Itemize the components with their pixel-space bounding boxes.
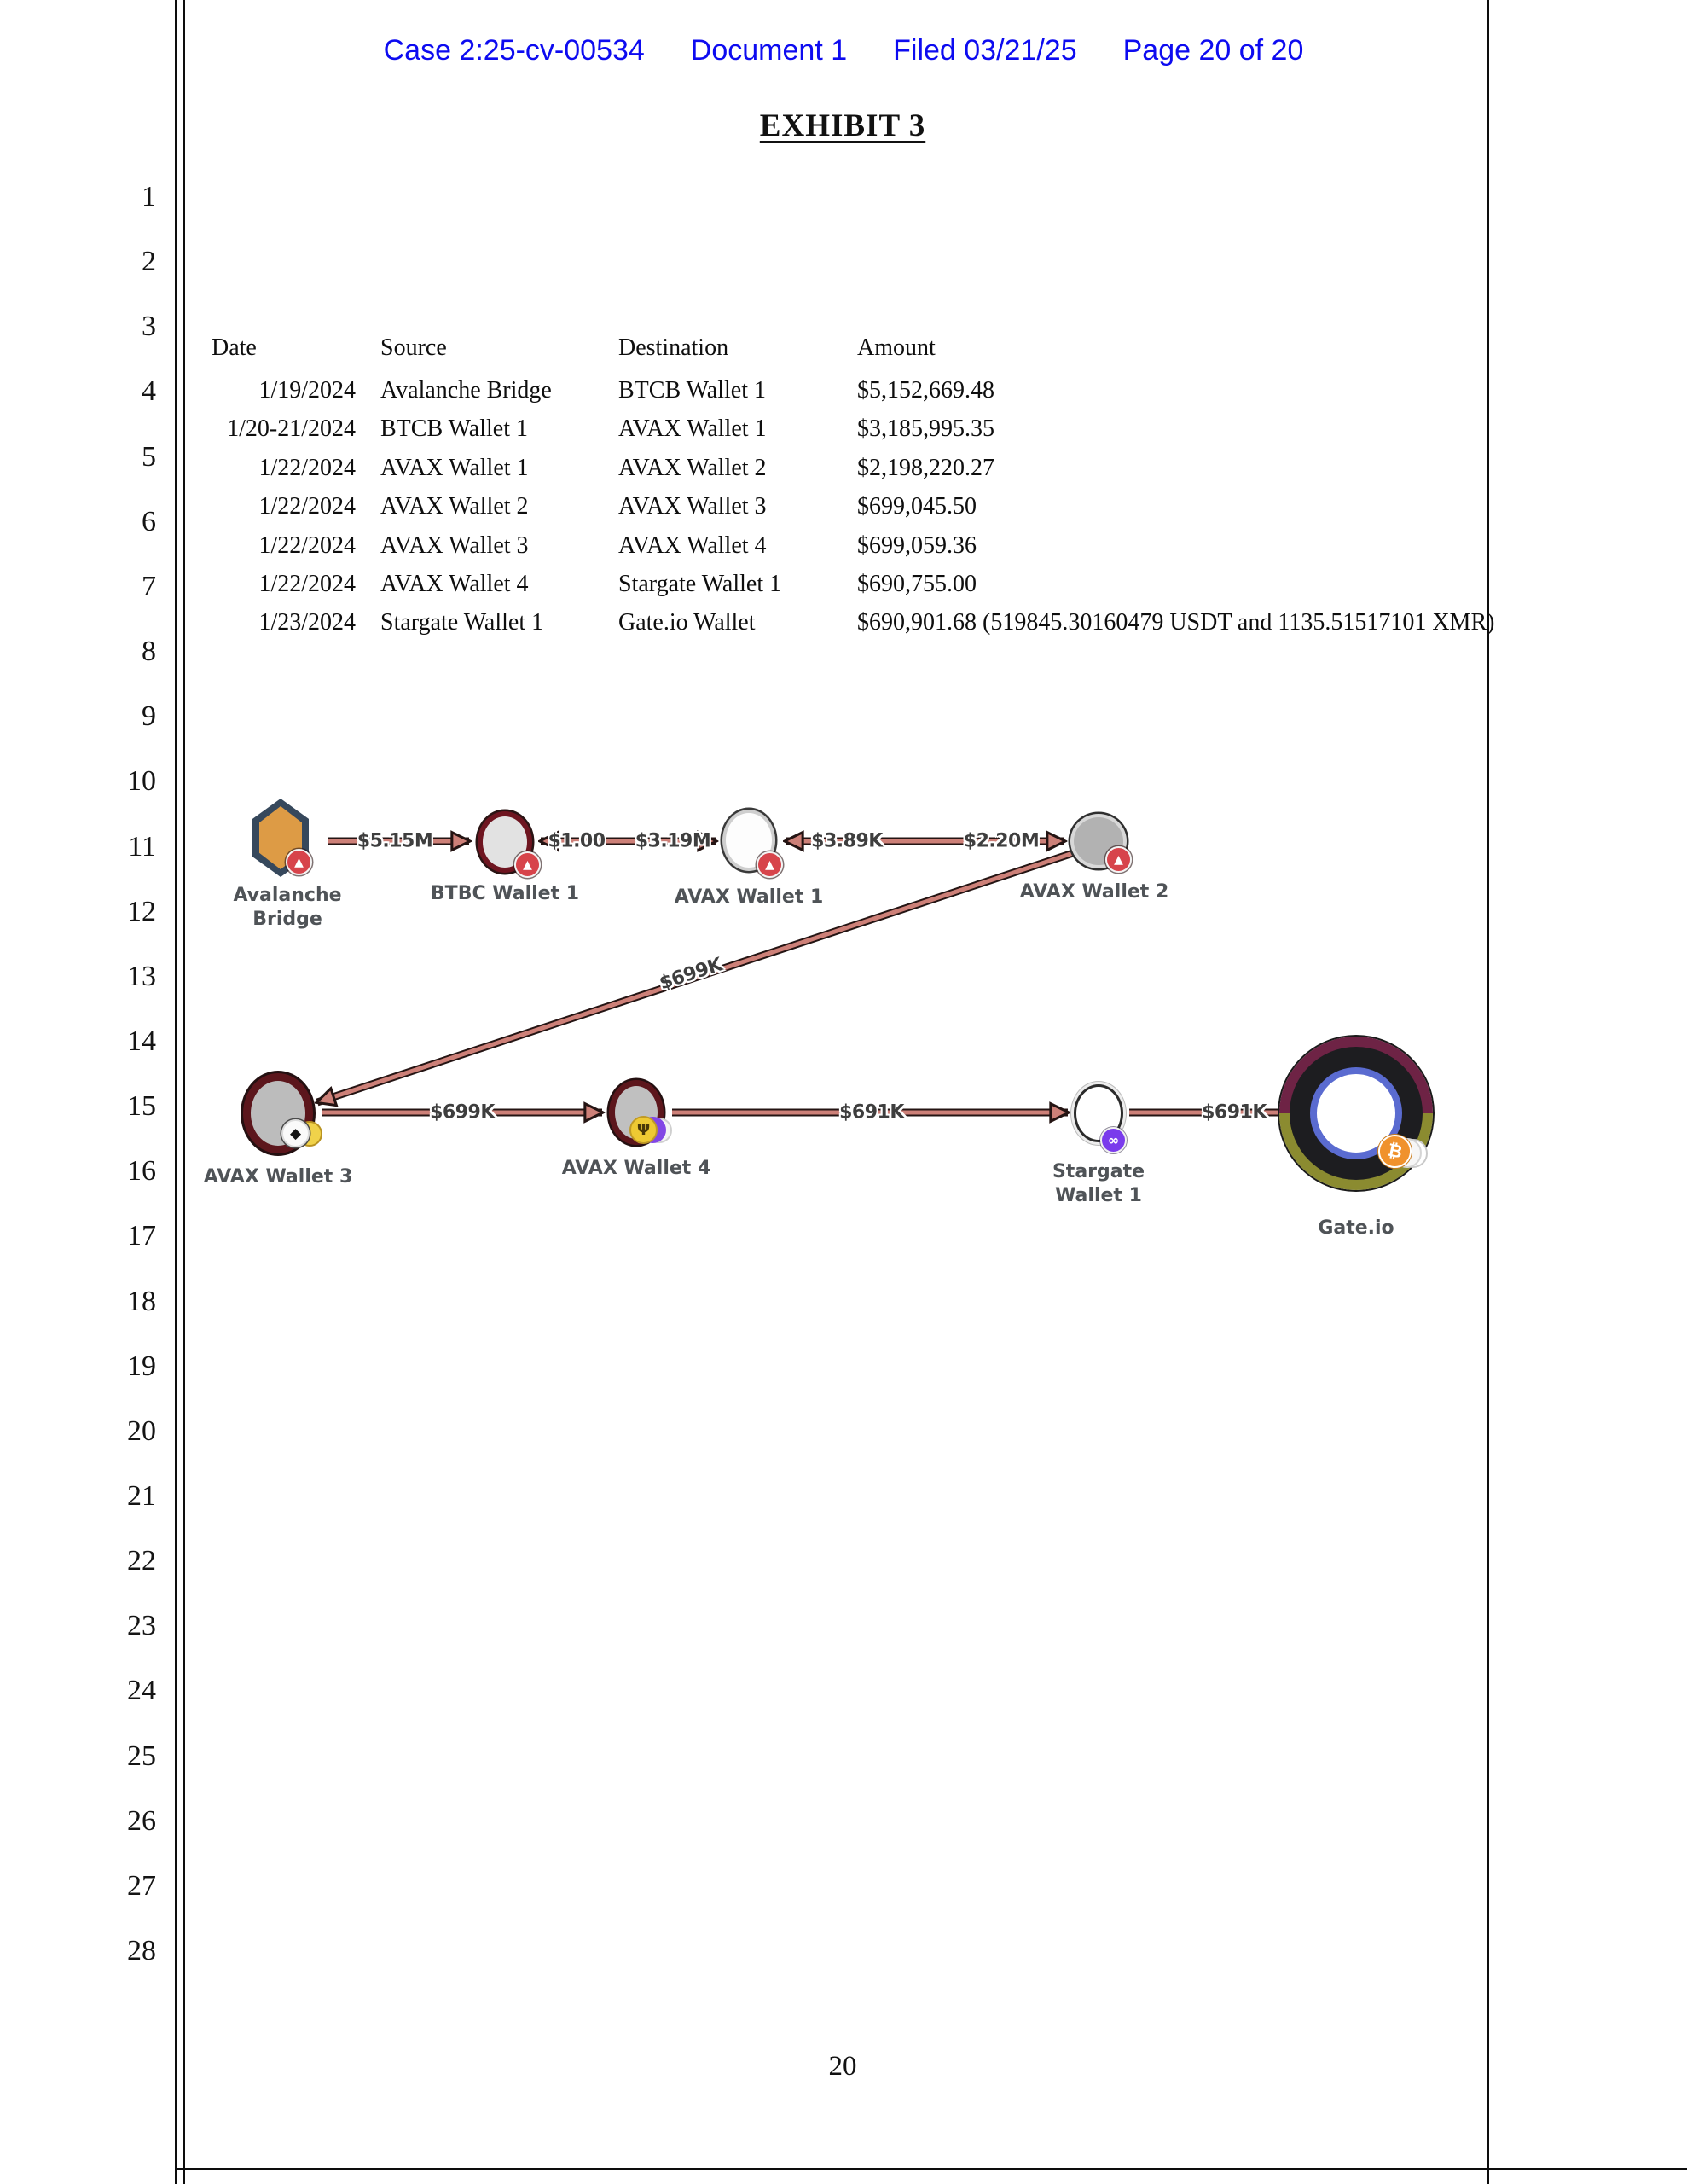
column-header-amount: Amount (857, 334, 936, 361)
cell-source: BTCB Wallet 1 (380, 415, 529, 443)
avalanche-icon (286, 849, 312, 875)
avalanche-icon (757, 851, 783, 878)
edge-label-5-15m: $5.15M (357, 830, 433, 852)
gateio-coin-badges (1378, 1135, 1428, 1172)
line-number: 20 (127, 1414, 156, 1447)
stamp-document: Document 1 (690, 34, 848, 67)
cell-destination: AVAX Wallet 4 (618, 531, 767, 559)
cell-source: AVAX Wallet 4 (380, 571, 529, 597)
edge-label-691k-2: $691K (1202, 1101, 1267, 1124)
exhibit-title: EXHIBIT 3 (759, 108, 926, 143)
edge-label-699k: $699K (430, 1101, 495, 1124)
line-number: 13 (127, 960, 156, 992)
edge-label-3-89k: $3.89K (811, 830, 883, 852)
line-number: 24 (127, 1675, 156, 1707)
cell-amount: $699,045.50 (857, 493, 977, 520)
trident-glyph: Ψ (636, 1121, 651, 1139)
ethereum-icon (281, 1119, 310, 1147)
column-header-destination: Destination (618, 334, 729, 361)
cell-date: 1/22/2024 (258, 493, 356, 520)
line-number: 6 (142, 505, 156, 537)
line-number: 15 (127, 1090, 156, 1123)
stamp-filed-date: Filed 03/21/25 (893, 34, 1077, 67)
edge-label-1-00: $1.00 (548, 830, 606, 852)
cell-date: 1/22/2024 (258, 571, 356, 597)
ethereum-glyph: ◆ (289, 1124, 302, 1142)
cell-date: 1/23/2024 (258, 609, 356, 636)
label-btbc-wallet-1: BTBC Wallet 1 (430, 883, 580, 904)
line-number: 14 (127, 1025, 156, 1057)
line-number: 23 (127, 1610, 156, 1642)
cell-destination: Stargate Wallet 1 (618, 571, 782, 597)
cell-amount: $690,755.00 (857, 571, 977, 597)
line-number: 25 (127, 1740, 156, 1772)
line-number: 5 (142, 440, 156, 473)
cell-source: AVAX Wallet 3 (380, 531, 529, 559)
avalanche-icon (514, 851, 541, 878)
cell-amount: $5,152,669.48 (857, 377, 994, 404)
cell-destination: AVAX Wallet 2 (618, 454, 767, 481)
cell-date: 1/22/2024 (258, 531, 356, 559)
cell-amount: $2,198,220.27 (857, 454, 994, 481)
label-gateio: Gate.io (1318, 1217, 1394, 1239)
stamp-case-number: Case 2:25-cv-00534 (383, 34, 645, 67)
avalanche-icon (1105, 846, 1132, 873)
edge-label-691k-1: $691K (839, 1101, 904, 1124)
line-number: 28 (127, 1935, 156, 1967)
line-number: 19 (127, 1350, 156, 1382)
line-number: 18 (127, 1285, 156, 1317)
column-header-date: Date (212, 334, 257, 361)
stamp-page-count: Page 20 of 20 (1122, 34, 1304, 67)
cell-date: 1/20-21/2024 (227, 415, 356, 443)
cell-date: 1/22/2024 (258, 454, 356, 481)
avalanche-glyph: ▲ (294, 855, 304, 869)
cell-amount: $3,185,995.35 (857, 415, 994, 443)
cell-source: AVAX Wallet 2 (380, 493, 529, 520)
line-number: 8 (142, 636, 156, 668)
line-number: 27 (127, 1869, 156, 1902)
edge-label-2-20m: $2.20M (963, 830, 1040, 852)
label-avax-wallet-4: AVAX Wallet 4 (561, 1158, 711, 1179)
cell-amount: $699,059.36 (857, 531, 977, 559)
cell-destination: AVAX Wallet 1 (618, 415, 767, 443)
bitcoin-glyph: ₿ (1385, 1139, 1405, 1163)
line-number: 22 (127, 1545, 156, 1577)
cell-source: AVAX Wallet 1 (380, 454, 529, 481)
cell-destination: AVAX Wallet 3 (618, 493, 767, 520)
label-avax-wallet-2: AVAX Wallet 2 (1019, 881, 1169, 903)
line-number: 17 (127, 1220, 156, 1252)
cell-amount: $690,901.68 (519845.30160479 USDT and 1135.51517101 XMR) (857, 609, 1495, 636)
line-number: 7 (142, 570, 156, 602)
page-number: 20 (828, 2051, 857, 2082)
label-avax-wallet-3: AVAX Wallet 3 (203, 1166, 353, 1188)
cell-destination: Gate.io Wallet (618, 609, 756, 636)
line-number: 11 (128, 830, 156, 863)
label-avax-wallet-1: AVAX Wallet 1 (674, 886, 824, 908)
label-avalanche-bridge: Avalanche Bridge (233, 885, 342, 930)
avalanche-glyph: ▲ (523, 857, 532, 872)
line-number: 9 (142, 700, 156, 733)
line-number: 1 (142, 181, 156, 212)
line-number: 12 (127, 895, 156, 927)
line-number: 16 (127, 1155, 156, 1188)
avalanche-glyph: ▲ (1114, 852, 1123, 867)
avalanche-glyph: ▲ (765, 857, 774, 872)
avax4-coin-badges (629, 1116, 672, 1145)
cell-source: Stargate Wallet 1 (380, 609, 544, 636)
line-number: 26 (127, 1804, 156, 1837)
avax3-coin-badges (281, 1119, 322, 1148)
line-number: 10 (127, 765, 156, 798)
line-number: 2 (142, 246, 156, 278)
line-number: 21 (127, 1480, 156, 1512)
line-number: 3 (142, 311, 156, 343)
line-number: 4 (142, 375, 156, 408)
stargate-icon (1100, 1127, 1127, 1153)
edge-label-3-19m: $3.19M (635, 830, 711, 852)
label-stargate-wallet-1: Stargate Wallet 1 (1052, 1161, 1145, 1206)
stargate-glyph: ∞ (1107, 1132, 1120, 1148)
cell-source: Avalanche Bridge (380, 377, 552, 404)
edge-label-699k-diagonal: $699K (657, 954, 725, 995)
cell-date: 1/19/2024 (258, 377, 356, 404)
cell-destination: BTCB Wallet 1 (618, 377, 767, 404)
column-header-source: Source (380, 334, 447, 361)
trident-coin-icon (629, 1116, 658, 1144)
